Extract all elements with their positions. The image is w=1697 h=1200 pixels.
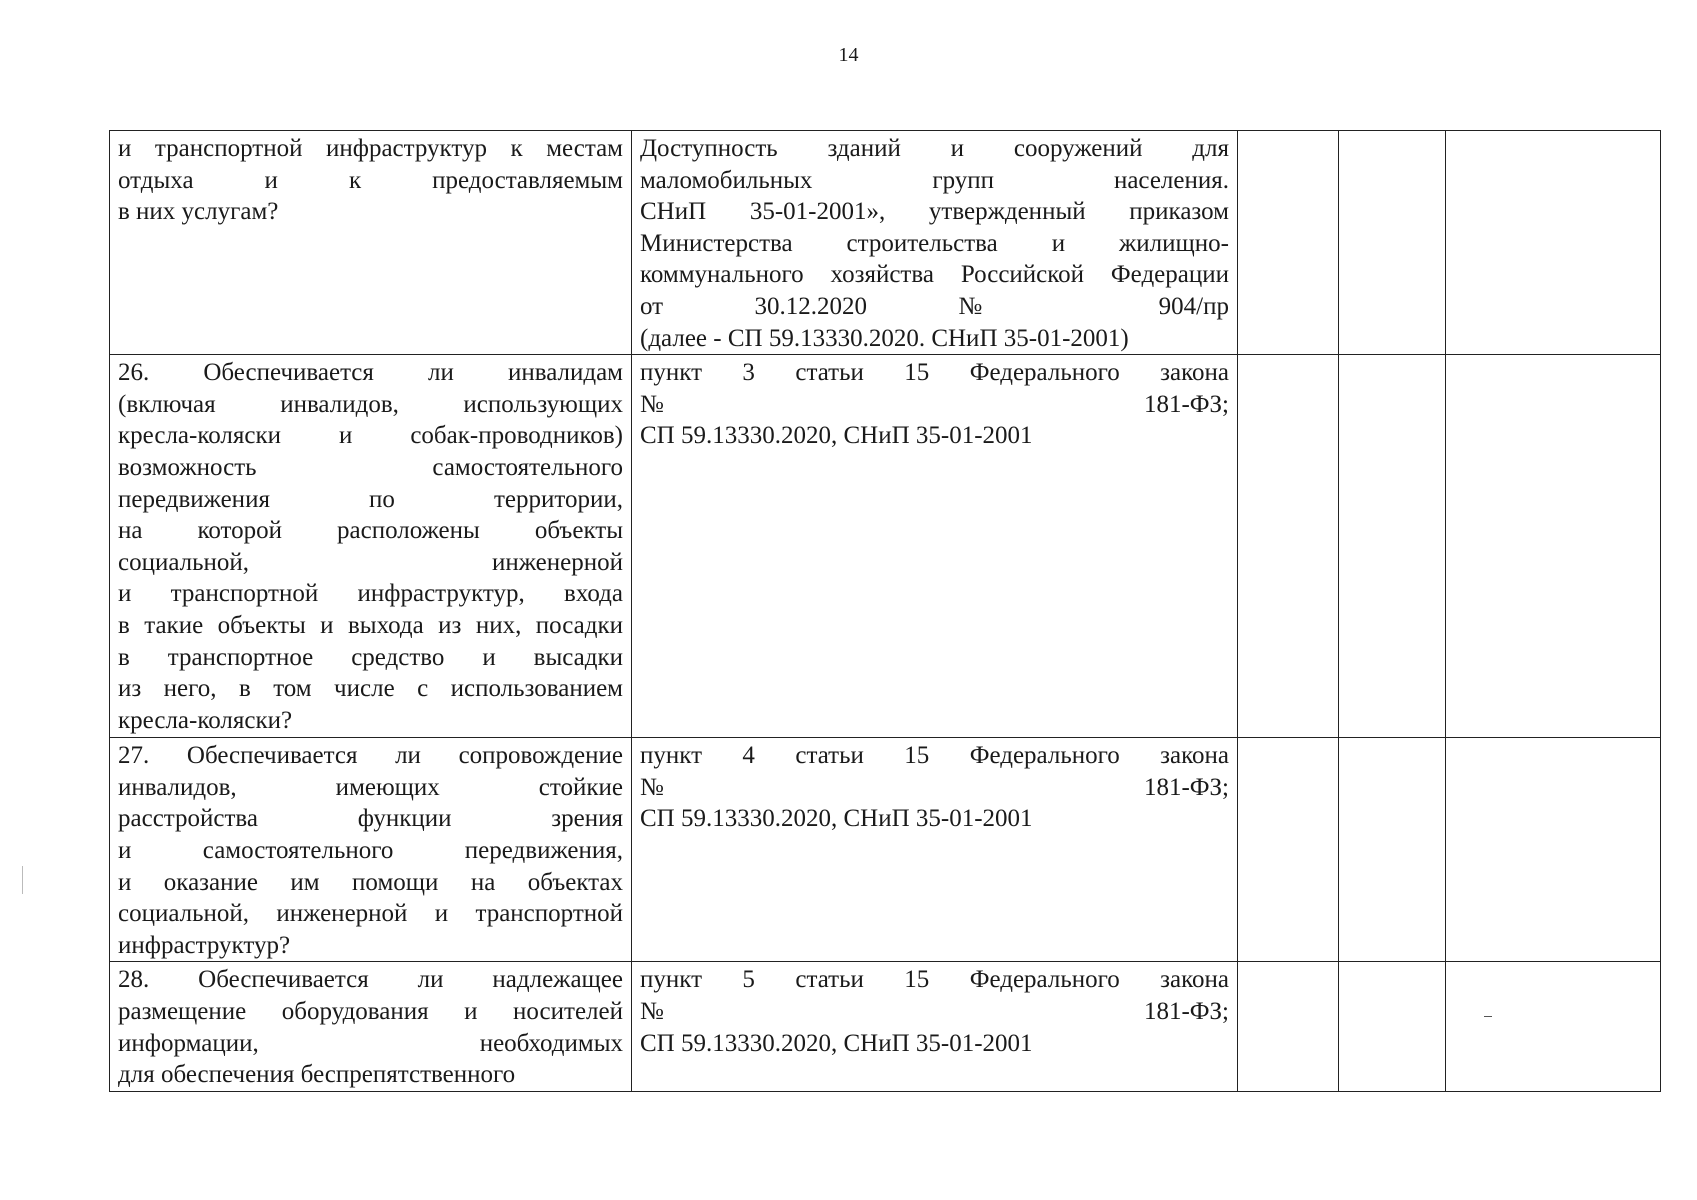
reference-cell — [632, 738, 1238, 962]
question-cell — [110, 962, 632, 1091]
text-line: пункт 5 статьи 15 Федерального закона — [640, 966, 1229, 994]
text-line: пункт 3 статьи 15 Федерального закона — [640, 359, 1229, 387]
page-number: 14 — [838, 44, 859, 66]
notes-cell[interactable] — [1446, 738, 1661, 962]
reference-cell — [632, 355, 1238, 738]
table-row-27 — [110, 738, 1661, 962]
notes-cell[interactable] — [1446, 355, 1661, 738]
text-line: № 181-ФЗ; — [640, 390, 1229, 418]
text-line: и самостоятельного передвижения, — [118, 836, 623, 864]
reference-cell — [632, 962, 1238, 1091]
text-line: социальной, инженерной и транспортной — [118, 900, 623, 928]
table-row-28 — [110, 962, 1661, 1091]
text-line: социальной, инженерной — [118, 548, 623, 576]
text-line: размещение оборудования и носителей — [118, 997, 623, 1025]
table-row-26 — [110, 355, 1661, 738]
text-line: СП 59.13330.2020, СНиП 35-01-2001 — [640, 1029, 1033, 1057]
text-line: (включая инвалидов, использующих — [118, 390, 623, 418]
text-line: в такие объекты и выхода из них, посадки — [118, 611, 623, 639]
answer-no-cell[interactable] — [1339, 738, 1446, 962]
text-line: СП 59.13330.2020, СНиП 35-01-2001 — [640, 805, 1033, 833]
answer-no-cell[interactable] — [1339, 962, 1446, 1091]
text-line: СП 59.13330.2020, СНиП 35-01-2001 — [640, 422, 1033, 450]
text-line: от 30.12.2020 № 904/пр — [640, 292, 1229, 320]
text-line: информации, необходимых — [118, 1029, 623, 1057]
text-line: № 181-ФЗ; — [640, 997, 1229, 1025]
text-line: и транспортной инфраструктур к местам — [118, 135, 623, 162]
text-line: инвалидов, имеющих стойкие — [118, 773, 623, 801]
text-line: 26. Обеспечивается ли инвалидам — [118, 359, 623, 387]
text-line: расстройства функции зрения — [118, 805, 623, 833]
text-line: инфраструктур? — [118, 931, 291, 959]
text-line: на которой расположены объекты — [118, 517, 623, 545]
text-line: кресла-коляски? — [118, 706, 293, 734]
answer-yes-cell[interactable] — [1238, 962, 1339, 1091]
answer-no-cell[interactable] — [1339, 131, 1446, 355]
question-cell — [110, 131, 632, 355]
text-line: для обеспечения беспрепятственного — [118, 1061, 516, 1089]
text-line: коммунального хозяйства Российской Федерации — [640, 261, 1229, 289]
answer-yes-cell[interactable] — [1238, 738, 1339, 962]
text-line: 28. Обеспечивается ли надлежащее — [118, 966, 623, 994]
checklist-table — [109, 130, 1661, 1092]
text-line: № 181-ФЗ; — [640, 773, 1229, 801]
text-line: СНиП 35-01-2001», утвержденный приказом — [640, 198, 1229, 226]
text-line: кресла-коляски и собак-проводников) — [118, 422, 623, 450]
text-line: возможность самостоятельного — [118, 453, 623, 481]
answer-yes-cell[interactable] — [1238, 131, 1339, 355]
reference-cell — [632, 131, 1238, 355]
text-line: и транспортной инфраструктур, входа — [118, 580, 623, 608]
question-cell — [110, 738, 632, 962]
text-line: из него, в том числе с использованием — [118, 675, 623, 703]
question-cell — [110, 355, 632, 738]
text-line: пункт 4 статьи 15 Федерального закона — [640, 742, 1229, 770]
text-line: Министерства строительства и жилищно- — [640, 229, 1229, 257]
text-line: маломобильных групп населения. — [640, 166, 1229, 194]
text-line: Доступность зданий и сооружений для — [640, 135, 1229, 162]
margin-mark — [22, 866, 23, 894]
notes-cell[interactable] — [1446, 131, 1661, 355]
text-line: и оказание им помощи на объектах — [118, 868, 623, 896]
table-row-continuation — [110, 131, 1661, 355]
checklist-table-body — [110, 131, 1661, 1092]
text-line: в них услугам? — [118, 198, 279, 226]
notes-cell[interactable] — [1446, 962, 1661, 1091]
dash-mark — [1484, 1016, 1492, 1017]
answer-no-cell[interactable] — [1339, 355, 1446, 738]
text-line: отдыха и к предоставляемым — [118, 166, 623, 194]
text-line: 27. Обеспечивается ли сопровождение — [118, 742, 623, 770]
text-line: в транспортное средство и высадки — [118, 643, 623, 671]
text-line: передвижения по территории, — [118, 485, 623, 513]
answer-yes-cell[interactable] — [1238, 355, 1339, 738]
text-line: (далее - СП 59.13330.2020. СНиП 35-01-2001) — [640, 324, 1129, 352]
